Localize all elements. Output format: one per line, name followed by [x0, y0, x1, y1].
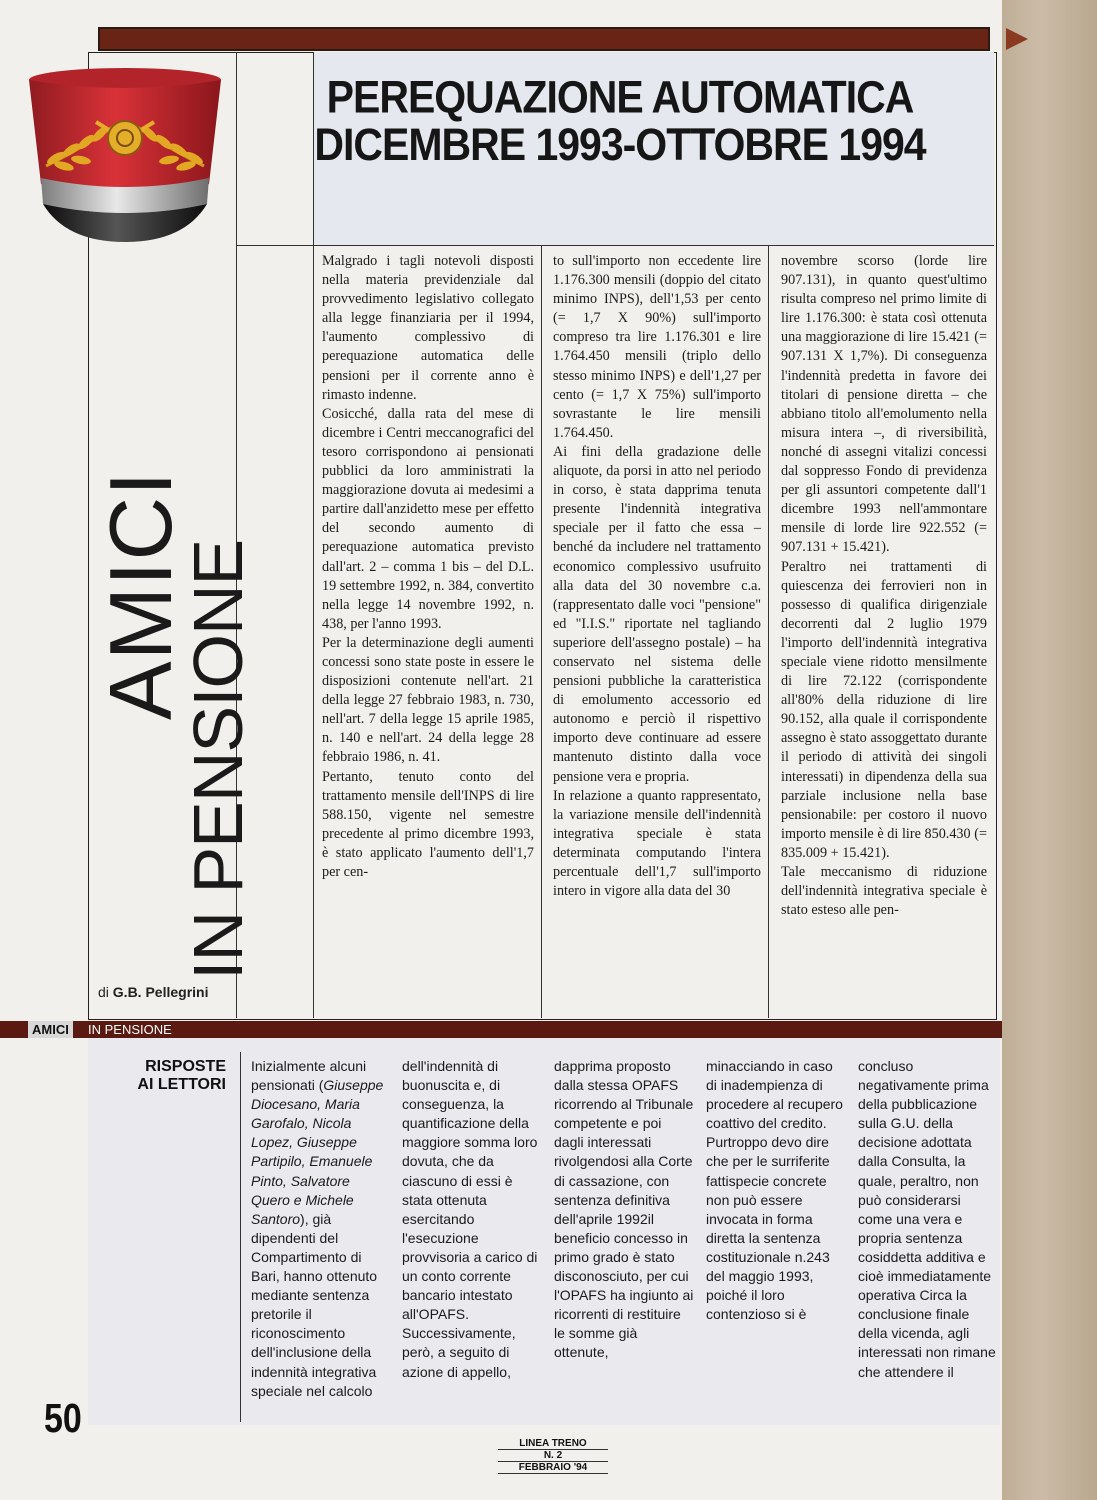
page-number: 50 [44, 1396, 82, 1442]
column-rule [313, 52, 314, 1018]
section-rubric-bar [0, 1021, 1002, 1038]
column-rule [768, 245, 769, 1018]
column-rule [541, 245, 542, 1018]
author-name: G.B. Pellegrini [112, 984, 209, 1000]
rubric-label-in-pensione: IN PENSIONE [88, 1022, 172, 1037]
kicker-word-amici: AMICI [91, 470, 190, 720]
column-rule [240, 1052, 241, 1422]
letters-column-4: minacciando in caso di inadempienza di procedere al recupero coattivo del credito. Purtroppo devo dire che per le surriferite fattispecie concrete non può essere invocata in forma diretta la sentenza costituzionale n.243 del maggio 1993, poiché il loro contenzioso si è [706, 1058, 843, 1323]
article-column-1: Malgrado i tagli notevoli disposti nella materia previdenziale dal provvedimento legislativo collegato alla legge finanziaria per il 1994, l'aumento complessivo di perequazione automatica delle pensioni per il corrente anno è rimasto indenne. Cosicché, dalla rata del mese di dicembre i Centri meccanografici del tesoro corrispondono ai pensionati pubblici da loro amministrati la maggiorazione dovuta ai medesimi a partire dall'anzidetto mese per effetto del secondo aumento di perequazione automatica previsto dall'art. 2 – comma 1 bis – del D.L. 19 settembre 1992, n. 384, convertito nella legge 14 novembre 1992, n. 438, per l'anno 1993. Per la determinazione degli aumenti concessi sono state poste in essere le disposizioni contenute nell'art. 21 della legge 27 febbraio 1983, n. 730, nell'art. 7 della legge 15 aprile 1985, n. 140 e nell'art. 24 della legge 28 febbraio 1986, n. 41. Pertanto, tenuto conto del trattamento mensile dell'INPS di lire 588.150, vigente nel semestre precedente al primo dicembre 1993, è stato applicato l'aumento dell'1,7 per cen- [322, 253, 534, 880]
letters-column-3: dapprima proposto dalla stessa OPAFS ricorrendo al Tribunale competente e poi dagli interessati rivolgendosi alla Corte di cassazione, con sentenza definitiva dell'aprile 1992il beneficio concesso in primo grado è stato disconosciuto, per cui l'OPAFS ha ingiunto ai ricorrenti di restituire le somme già ottenute, [554, 1058, 694, 1361]
letters-heading: RISPOSTE AI LETTORI [137, 1058, 226, 1093]
page-arrow-icon [1006, 28, 1028, 50]
magazine-footer [498, 1438, 608, 1474]
letters-column-5: concluso negativamente prima della pubblicazione sulla G.U. della decisione adottata dalla Consulta, la quale, peraltro, non può considerarsi come una vera e propria sentenza cosiddetta additiva e cioè immediatamente operativa Circa la conclusione finale della vicenda, agli interessati non rimane che attendere il [858, 1058, 996, 1380]
kepi-hat-icon [26, 66, 224, 244]
top-color-bar [98, 27, 990, 51]
page-title: PEREQUAZIONE AUTOMATICA DICEMBRE 1993-OTTOBRE 1994 [314, 71, 926, 170]
plaintiff-names: Giuseppe Diocesano, Maria Garofalo, Nicola Lopez, Giuseppe Partipilo, Emanuele Pinto, Salvatore Quero e Michele Santoro [251, 1077, 384, 1227]
section-kicker [91, 250, 257, 980]
title-divider [236, 245, 994, 246]
page-edge [1002, 0, 1097, 1500]
issue-number: N. 2 [498, 1450, 608, 1462]
letters-column-1: Inizialmente alcuni pensionati (Giuseppe Diocesano, Maria Garofalo, Nicola Lopez, Giuseppe Partipilo, Emanuele Pinto, Salvatore Quero e Michele Santoro), già dipendenti del Compartimento di Bari, hanno ottenuto mediante sentenza pretorile il riconoscimento dell'inclusione della indennità integrativa speciale nel calcolo [251, 1058, 384, 1399]
rubric-label-amici: AMICI [28, 1021, 73, 1038]
article-column-3: novembre scorso (lorde lire 907.131), in quanto quest'ultimo risulta compreso nel primo limite di lire 1.176.300: è stata così ottenuta una maggiorazione di lire 15.421 (= 907.131 X 1,7%). Di conseguenza l'indennità predetta in favore dei titolari di pensione diretta – che abbiano titolo all'emolumento nella misura intera –, di riversibilità, nonché di assegni vitalizi concessi dal soppresso Fondo di previdenza per gli assuntori competente dall'1 dicembre 1993 nell'ammontare mensile di lorde lire 922.552 (= 907.131 + 15.421). Peraltro nei trattamenti di quiescenza dei ferrovieri non in possesso di qualifica dirigenziale decorrenti dal 2 luglio 1979 l'importo dell'indennità integrativa speciale viene ridotto mensilmente di lire 72.122 (corrispondente all'80% della riduzione di lire 90.152, alla quale il corrispondente assegno è stato assoggettato durante il periodo di attività dei singoli interessati) in dipendenza della sua parziale inclusione nella base pensionabile: per costoro il nuovo importo mensile è di lire 850.430 (= 835.009 + 15.421). Tale meccanismo di riduzione dell'indennità integrativa speciale è stato esteso alle pen- [781, 253, 987, 919]
article-column-2: to sull'importo non eccedente lire 1.176.300 mensili (doppio del citato minimo INPS), dell'1,53 per cento (= 1,7 X 90%) sull'importo compreso tra lire 1.176.301 e lire 1.764.450 mensili (triplo dello stesso minimo INPS) e dell'1,27 per cento (= 1,7 X 75%) sull'importo sovrastante le lire mensili 1.764.450. Ai fini della gradazione delle aliquote, da porsi in atto nel periodo in corso, è stata dapprima tenuta presente l'indennità integrativa speciale per il fatto che essa – benché da includere nel trattamento economico complessivo usufruito alla data del 30 novembre c.a. (rappresentato dalle voci "pensione" ed "I.I.S." riportate nel tagliando superiore dell'assegno postale) – ha conservato nel sistema delle pensioni pubbliche la caratteristica di emolumento accessorio ed autonomo e perciò il rispettivo importo deve continuare ad essere mantenuto distinto dalla voce pensione vera e propria. In relazione a quanto rappresentato, la variazione mensile dell'indennità integrativa speciale è stata determinata computando l'intera percentuale dell'1,7 sull'importo intero in vigore alla data del 30 [553, 253, 761, 900]
letters-column-2: dell'indennità di buonuscita e, di conseguenza, la quantificazione della maggiore somma loro dovuta, che da ciascuno di essi è stata ottenuta esercitando l'esecuzione provvisoria a carico di un conto corrente bancario intestato all'OPAFS. Successivamente, però, a seguito di azione di appello, [402, 1058, 538, 1380]
byline: di G.B. Pellegrini [98, 984, 209, 1000]
kicker-word-in-pensione: IN PENSIONE [179, 539, 257, 980]
issue-date: FEBBRAIO '94 [498, 1462, 608, 1474]
magazine-name: LINEA TRENO [498, 1438, 608, 1450]
